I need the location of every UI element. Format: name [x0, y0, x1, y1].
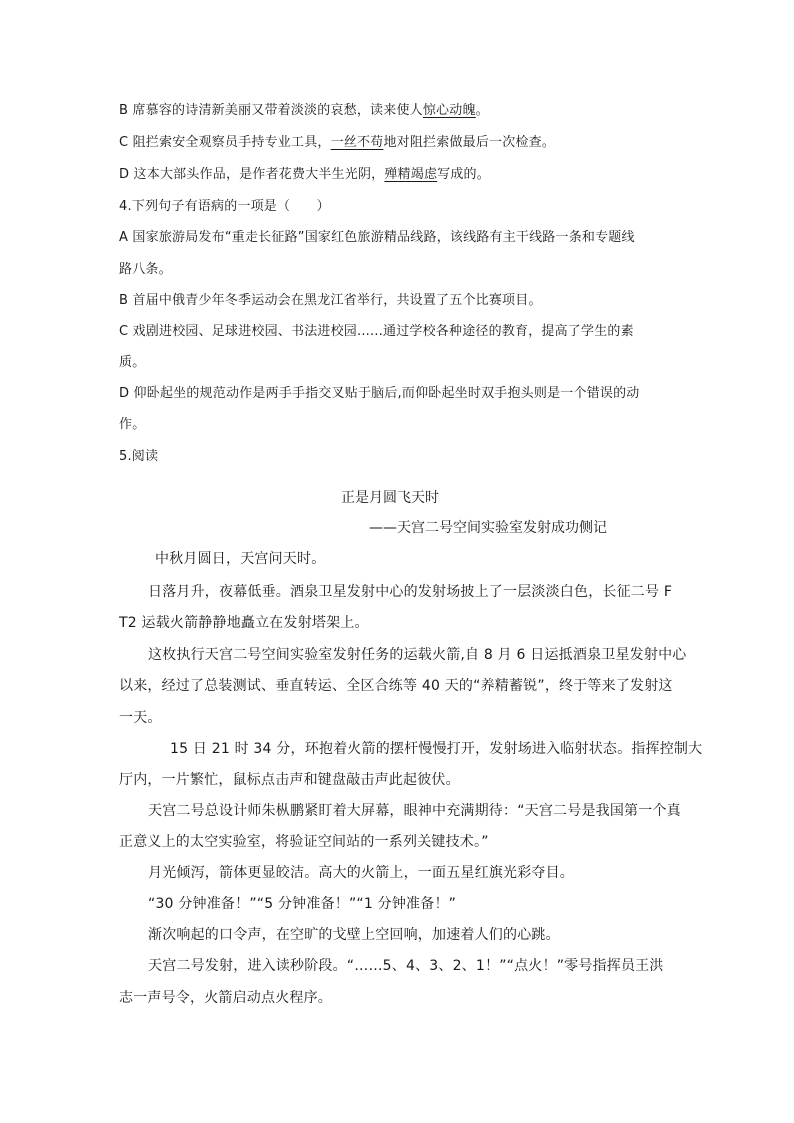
article-paragraph: 这枚执行天宫二号空间实验室发射任务的运载火箭,自 8 月 6 日运抵酒泉卫星发射中心: [148, 647, 687, 663]
q3-option-d: [119, 167, 490, 183]
article-paragraph: 以来，经过了总装测试、垂直转运、全区合练等 40 天的“养精蓄锐”，终于等来了发射这: [119, 678, 673, 694]
q3-option-d-text: D 这本大部头作品，是作者花费大半生光阴，: [119, 167, 385, 182]
article-title: 正是月圆飞天时: [341, 490, 439, 506]
article-paragraph: T2 运载火箭静静地矗立在发射塔架上。: [119, 615, 369, 631]
q4-option-a-line1: A 国家旅游局发布“重走长征路”国家红色旅游精品线路，该线路有主干线路一条和专题线: [119, 230, 635, 245]
q3-option-b-end: 。: [475, 103, 489, 118]
article-paragraph: 正意义上的太空实验室，将验证空间站的一系列关键技术。”: [119, 834, 489, 850]
q3-option-c-underlined: 一丝不苟: [330, 135, 384, 150]
q3-option-b-text: B 席慕容的诗清新美丽又带着淡淡的哀愁，读来使人: [119, 103, 423, 118]
article-paragraph: 渐次响起的口令声，在空旷的戈壁上空回响，加速着人们的心跳。: [148, 927, 560, 943]
article-paragraph: 中秋月圆日，天宫问天时。: [155, 551, 326, 567]
article-subtitle: ——天宫二号空间实验室发射成功侧记: [369, 520, 607, 536]
q4-option-d-line2: 作。: [119, 417, 146, 432]
q4-option-c-line1: C 戏剧进校园、足球进校园、书法进校园......通过学校各种途径的教育，提高了学生的素: [119, 324, 634, 339]
q3-option-c-end: 地对阻拦索做最后一次检查。: [383, 135, 556, 150]
q4-option-c-line2: 质。: [119, 355, 146, 370]
article-paragraph: 志一声号令，火箭启动点火程序。: [119, 990, 332, 1006]
article-paragraph: 15 日 21 时 34 分，环抱着火箭的摆杆慢慢打开，发射场进入临射状态。指挥控制大: [170, 741, 703, 757]
q3-option-b: [119, 103, 489, 119]
q3-option-d-end: 写成的。: [437, 167, 490, 182]
article-paragraph: 天宫二号总设计师朱枞鹏紧盯着大屏幕，眼神中充满期待：“天宫二号是我国第一个真: [148, 803, 681, 819]
article-paragraph: 天宫二号发射，进入读秒阶段。“……5、4、3、2、1！”“点火！”零号指挥员王洪: [148, 958, 664, 974]
q3-option-c: [119, 135, 555, 151]
q4-option-b: B 首届中俄青少年冬季运动会在黑龙江省举行，共设置了五个比赛项目。: [119, 293, 542, 308]
q3-option-d-underlined: 殚精竭虑: [384, 167, 438, 182]
q3-option-b-underlined: 惊心动魄: [422, 103, 476, 118]
article-paragraph: 月光倾泻，箭体更显皎洁。高大的火箭上，一面五星红旗光彩夺目。: [148, 865, 574, 881]
article-paragraph: 日落月升，夜幕低垂。酒泉卫星发射中心的发射场披上了一层淡淡白色，长征二号 F: [148, 584, 673, 600]
q5-stem: 5.阅读: [119, 449, 159, 464]
q4-stem: 4.下列句子有语病的一项是（ ）: [119, 199, 330, 214]
q4-option-d-line1: D 仰卧起坐的规范动作是两手手指交叉贴于脑后,而仰卧起坐时双手抱头则是一个错误的动: [119, 386, 640, 401]
article-paragraph: 厅内，一片繁忙，鼠标点击声和键盘敲击声此起彼伏。: [119, 772, 460, 788]
q4-option-a-line2: 路八条。: [119, 262, 172, 277]
article-paragraph: “30 分钟准备！”“5 分钟准备！”“1 分钟准备！”: [148, 896, 457, 912]
article-paragraph: 一天。: [119, 710, 162, 726]
q3-option-c-text: C 阻拦索安全观察员手持专业工具，: [119, 135, 331, 150]
